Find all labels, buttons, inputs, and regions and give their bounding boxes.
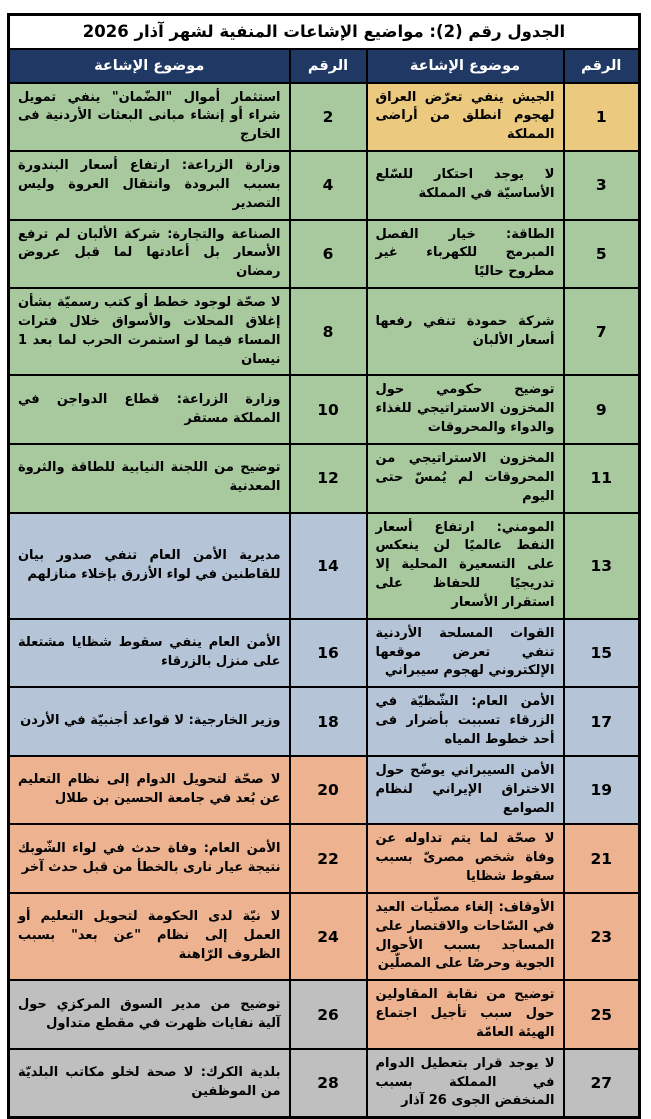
rumor-topic-cell: توضيح من اللجنة النيابية للطاقة والثروة المعدنية bbox=[8, 444, 289, 513]
row-number-cell: 24 bbox=[290, 893, 367, 980]
rumor-topic-cell: بلدية الكرك: لا صحة لخلو مكاتب البلديّة من الموظفين bbox=[8, 1049, 289, 1118]
rumor-topic-cell: الجيش ينفي تعرّض العراق لهجوم انطلق من أراضى المملكة bbox=[367, 83, 564, 152]
row-number-cell: 21 bbox=[564, 824, 640, 893]
column-header-topic-right: موضوع الإشاعة bbox=[367, 49, 564, 83]
table-row bbox=[8, 375, 639, 444]
rumor-topic-cell: الأمن العام: الشّظيّة في الزرقاء تسببت بأضرار فى أحد خطوط المياه bbox=[367, 687, 564, 756]
row-number-cell: 13 bbox=[564, 513, 640, 619]
rumor-topic-cell: لا صحّة لتحويل الدوام إلى نظام التعليم عن بُعد في جامعة الحسين بن طلال bbox=[8, 756, 289, 825]
rumor-topic-cell: القوات المسلحة الأردنية تنفي تعرض موقعها الإلكتروني لهجوم سيبراني bbox=[367, 619, 564, 688]
table-row bbox=[8, 824, 639, 893]
table-row bbox=[8, 513, 639, 619]
row-number-cell: 23 bbox=[564, 893, 640, 980]
rumor-topic-cell: توضيح من مدير السوق المركزي حول آلية نفايات ظهرت في مقطع متداول bbox=[8, 980, 289, 1049]
column-header-number-left: الرقم bbox=[290, 49, 367, 83]
row-number-cell: 25 bbox=[564, 980, 640, 1049]
rumor-topic-cell: توضيح من نقابة المقاولين حول سبب تأجيل اجتماع الهيئة العامّة bbox=[367, 980, 564, 1049]
row-number-cell: 20 bbox=[290, 756, 367, 825]
table-row bbox=[8, 619, 639, 688]
table-header-row bbox=[8, 49, 639, 83]
rumor-topic-cell: استثمار أموال "الضّمان" ينفي تمويل شراء أو إنشاء مبانى البعثات الأردنية فى الخارج bbox=[8, 83, 289, 152]
table-body bbox=[8, 83, 639, 1118]
table-row bbox=[8, 893, 639, 980]
rumor-topic-cell: الصناعة والتجارة: شركة الألبان لم ترفع الأسعار بل أعادتها لما قبل عروض رمضان bbox=[8, 220, 289, 289]
row-number-cell: 3 bbox=[564, 151, 640, 220]
row-number-cell: 28 bbox=[290, 1049, 367, 1118]
row-number-cell: 27 bbox=[564, 1049, 640, 1118]
column-header-topic-left: موضوع الإشاعة bbox=[8, 49, 289, 83]
rumor-topic-cell: وزارة الزراعة: قطاع الدواجن في المملكة مستقر bbox=[8, 375, 289, 444]
column-header-number-right: الرقم bbox=[564, 49, 640, 83]
row-number-cell: 18 bbox=[290, 687, 367, 756]
table-row bbox=[8, 756, 639, 825]
table-title-row bbox=[8, 15, 639, 49]
table-row bbox=[8, 220, 639, 289]
rumor-topic-cell: الأمن السيبراني يوضّح حول الاختراق الإيراني لنظام الصوامع bbox=[367, 756, 564, 825]
row-number-cell: 2 bbox=[290, 83, 367, 152]
rumor-topic-cell: شركة حمودة تنفي رفعها أسعار الألبان bbox=[367, 288, 564, 375]
rumor-topic-cell: توضيح حكومي حول المخزون الاستراتيجي للغذاء والدواء والمحروقات bbox=[367, 375, 564, 444]
rumors-table bbox=[7, 13, 641, 1119]
rumor-topic-cell: الأوقاف: إلغاء مصلّيات العيد في السّاحات والاقتصار على المساجد بسبب الأحوال الجوية وحرصًا على المصلّين bbox=[367, 893, 564, 980]
rumor-topic-cell: الأمن العام: وفاة حدث في لواء الشّوبك نتيجة عيار نارى بالخطأ من قبل حدث آخر bbox=[8, 824, 289, 893]
row-number-cell: 22 bbox=[290, 824, 367, 893]
table-row bbox=[8, 444, 639, 513]
table-row bbox=[8, 980, 639, 1049]
row-number-cell: 6 bbox=[290, 220, 367, 289]
row-number-cell: 8 bbox=[290, 288, 367, 375]
row-number-cell: 9 bbox=[564, 375, 640, 444]
row-number-cell: 16 bbox=[290, 619, 367, 688]
table-row bbox=[8, 83, 639, 152]
rumor-topic-cell: لا صحّة لوجود خطط أو كتب رسميّة بشأن إغلاق المحلات والأسواق خلال فترات المساء فيما لو استمرت الحرب لما بعد 1 نيسان bbox=[8, 288, 289, 375]
table-row bbox=[8, 687, 639, 756]
row-number-cell: 12 bbox=[290, 444, 367, 513]
rumor-topic-cell: المخزون الاستراتيجي من المحروقات لم يُمسّ حتى اليوم bbox=[367, 444, 564, 513]
table-row bbox=[8, 288, 639, 375]
rumor-topic-cell: لا يوجد احتكار للسّلع الأساسيّة في المملكة bbox=[367, 151, 564, 220]
row-number-cell: 17 bbox=[564, 687, 640, 756]
row-number-cell: 26 bbox=[290, 980, 367, 1049]
table-title: الجدول رقم (2): مواضيع الإشاعات المنفية لشهر آذار 2026 bbox=[8, 15, 639, 49]
rumor-topic-cell: الأمن العام ينفي سقوط شظايا مشتعلة على منزل بالزرقاء bbox=[8, 619, 289, 688]
table-row bbox=[8, 151, 639, 220]
rumor-topic-cell: المومني: ارتفاع أسعار النفط عالميًا لن ينعكس على التسعيرة المحلية إلا تدريجيًا للحفاظ على استقرار الأسعار bbox=[367, 513, 564, 619]
row-number-cell: 14 bbox=[290, 513, 367, 619]
rumor-topic-cell: لا نيّة لدى الحكومة لتحويل التعليم أو العمل إلى نظام "عن بعد" بسبب الظروف الرّاهنة bbox=[8, 893, 289, 980]
rumor-topic-cell: وزير الخارجية: لا قواعد أجنبيّة في الأردن bbox=[8, 687, 289, 756]
row-number-cell: 10 bbox=[290, 375, 367, 444]
row-number-cell: 7 bbox=[564, 288, 640, 375]
rumor-topic-cell: مديرية الأمن العام تنفي صدور بيان للقاطنين في لواء الأزرق بإخلاء منازلهم bbox=[8, 513, 289, 619]
rumor-topic-cell: الطاقة: خيار الفصل المبرمج للكهرباء غير مطروح حاليًا bbox=[367, 220, 564, 289]
row-number-cell: 1 bbox=[564, 83, 640, 152]
row-number-cell: 15 bbox=[564, 619, 640, 688]
rumor-topic-cell: وزارة الزراعة: ارتفاع أسعار البندورة بسبب البرودة وانتقال العروة وليس التصدير bbox=[8, 151, 289, 220]
table-row bbox=[8, 1049, 639, 1118]
row-number-cell: 19 bbox=[564, 756, 640, 825]
rumor-topic-cell: لا يوجد قرار بتعطيل الدوام في المملكة بسبب المنخفض الجوى 26 آذار bbox=[367, 1049, 564, 1118]
rumor-topic-cell: لا صحّة لما يتم تداوله عن وفاة شخص مصرىّ بسبب سقوط شظايا bbox=[367, 824, 564, 893]
row-number-cell: 5 bbox=[564, 220, 640, 289]
row-number-cell: 4 bbox=[290, 151, 367, 220]
row-number-cell: 11 bbox=[564, 444, 640, 513]
